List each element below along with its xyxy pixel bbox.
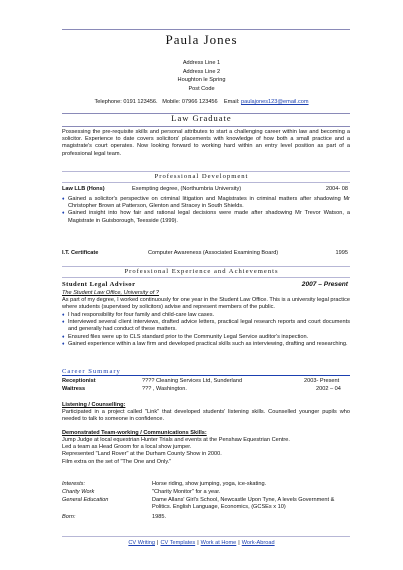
law-bullets	[62, 196, 350, 225]
career-role: Receptionist	[62, 378, 96, 384]
address-line-3: Houghton le Spring	[177, 77, 226, 84]
listening-heading: Listening / Counselling:	[62, 402, 126, 408]
title-rule-bottom	[62, 126, 350, 127]
career-place: ???? Cleaning Services Ltd, Sunderland	[142, 378, 243, 384]
footer-link-work-at-home[interactable]: Work at Home	[200, 540, 237, 546]
telephone-label: Telephone:	[94, 99, 122, 105]
list-item: Led a team as Head Groom for a local show jumper.	[62, 444, 192, 451]
footer-rule	[62, 536, 350, 537]
personal-value: Horse riding, show jumping, yoga, ice-skating.	[152, 481, 267, 487]
document-title: Law Graduate	[171, 113, 232, 123]
teamwork-heading: Demonstrated Team-working / Communications Skills:	[62, 430, 207, 436]
role-bullets	[62, 312, 350, 348]
exp-rule-top	[62, 266, 350, 267]
role-title: Student Legal Advisor	[62, 281, 136, 288]
candidate-name: Paula Jones	[165, 32, 238, 47]
personal-label: Born:	[62, 514, 76, 520]
role-intro: As part of my degree, I worked continuously for one year in the Student Law Office. This is a university legal practice where students (supervised by solicitors) advise and represent members of the public.	[62, 297, 350, 311]
listening-text: Participated in a project called "Link" that developed students' listening skills. Counselled younger pupils who needed to talk to someone in confidence.	[62, 409, 350, 423]
list-item: ♦ I had responsibility for four family and child-care law cases.	[62, 312, 350, 319]
address-line-4: Post Code	[188, 85, 215, 92]
address-line-1: Address Line 1	[182, 60, 221, 66]
footer-link-work-abroad[interactable]: Work-Abroad	[241, 540, 275, 546]
profile-paragraph: Possessing the pre-requisite skills and personal attributes to start a challenging career within law and becoming a solicitor. Experience to date covers solicitors' placements with knowledge of how both a small practice and a magistrate's court operates. Now looking forward to working hard within an entry level position as part of a professional legal team.	[62, 129, 350, 157]
mobile-label: Mobile:	[162, 99, 181, 105]
career-summary-rule	[62, 375, 350, 376]
it-cert-desc: Computer Awareness (Associated Examining Board)	[148, 250, 279, 256]
list-item: Jump Judge at local equestrian Hunter Trials and events at the Penshaw Equestrian Centre.	[62, 437, 290, 443]
list-item: ♦ Gained insight into how fair and rational legal decisions were made after shadowing Mr Trevor Watson, a Magistrate in Guisborough, Teesside (1999).	[62, 210, 350, 224]
it-cert-title: I.T. Certificate	[62, 250, 99, 256]
contact-line	[0, 99, 403, 106]
personal-label: Interests:	[62, 481, 86, 487]
law-degree-desc: Exempting degree, (Northumbria University)	[132, 186, 242, 192]
pd-rule-top	[62, 171, 350, 172]
email-label: Email:	[223, 99, 240, 105]
exp-rule-bottom	[62, 277, 350, 278]
footer-link-cv-templates[interactable]: CV Templates	[160, 540, 196, 546]
teamwork-lines	[62, 437, 350, 466]
career-summary-heading: Career Summary	[62, 368, 121, 375]
pd-heading: Professional Development	[154, 173, 249, 180]
personal-label: Charity Work	[62, 489, 95, 495]
list-item: ♦ Gained a solicitor's perspective on criminal litigation and Magistrates in criminal matters after shadowing Mr Christopher Brown at Patterson, Glenton and Stracey in South Shields.	[62, 196, 350, 210]
address-line-2: Address Line 2	[182, 68, 221, 75]
it-cert-year: 1995	[335, 250, 348, 256]
list-item: Represented "Land Rover" at the Durham County Show in 2000.	[62, 451, 222, 458]
personal-label: General Education	[62, 497, 109, 503]
career-years: 2003- Present	[304, 378, 340, 384]
experience-heading: Professional Experience and Achievements	[124, 268, 279, 275]
list-item: ♦ Gained experience within a law firm and developed practical skills such as interviewing, drafting and researching.	[62, 341, 350, 348]
role-organisation: The Student Law Office, University of ?	[62, 290, 160, 296]
footer-links: CV Writing | CV Templates | Work at Home | Work-Abroad	[128, 540, 275, 546]
career-role: Waitress	[62, 386, 86, 392]
personal-value: 1985.	[152, 514, 166, 520]
law-degree-years: 2004- 08	[325, 186, 348, 192]
email-link[interactable]: paulajones123@email.com	[240, 99, 309, 105]
pd-rule-bottom	[62, 182, 350, 183]
career-years: 2002 – 04	[316, 386, 341, 392]
personal-value: "Charity Monitor" for a year.	[152, 489, 221, 495]
address-block	[0, 59, 403, 93]
top-rule	[62, 29, 350, 30]
list-item: Film extra on the set of "The One and Only."	[62, 458, 172, 465]
list-item: ♦ Ensured files were up to CLS standard prior to the Community Legal Service auditor's inspection.	[62, 334, 350, 341]
law-degree-title: Law LLB (Hons)	[62, 186, 105, 192]
mobile-value: 07966 123456	[181, 99, 218, 105]
personal-value: Dame Allans' Girl's School, Newcastle Upon Tyne, A levels Government & Politics. English Language, Economics, (GCSEs x 10)	[152, 497, 335, 511]
footer-link-cv-writing[interactable]: CV Writing	[128, 540, 156, 546]
list-item: ♦ Interviewed several client interviews, drafted advice letters, practical legal research reports and court documents and generally had conduct of these matters.	[62, 319, 350, 333]
telephone-value: 0191 123456.	[123, 99, 158, 105]
career-place: ??? , Washington.	[142, 386, 187, 392]
role-period: 2007 – Present	[301, 281, 348, 288]
